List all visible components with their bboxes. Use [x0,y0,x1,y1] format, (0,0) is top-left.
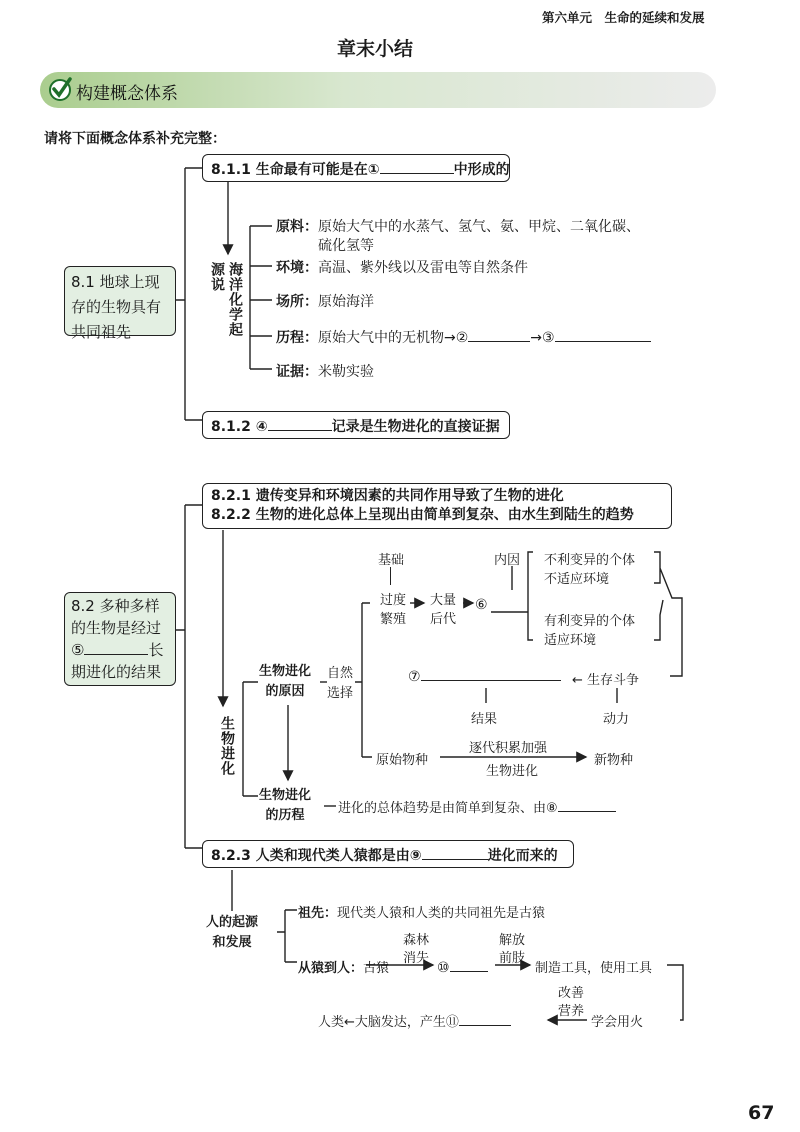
place-label: 场所： [276,294,318,310]
origin-line2: 和发展 [212,935,252,950]
human-origin-label [206,913,258,953]
blank-10 [437,957,488,976]
concept-8-2-line3 [71,639,169,661]
blank-7 [408,666,561,685]
process-label: 历程： [276,330,318,346]
unfavorable-variation [544,551,635,589]
box-8-1-1 [202,154,510,182]
improve-nutrition [558,985,584,1021]
result-label: 结果 [471,712,498,727]
favorable-variation [544,612,635,650]
ancient-ape: 古猿 [363,961,390,976]
selection-line2: 选择 [327,686,354,701]
evolution-vertical-label: 生物进化 [219,716,235,776]
driving-force-label: 动力 [603,712,630,727]
concept-8-1-text: 8.1 地球上现存的生物具有共同祖先 [71,273,162,341]
new-species: 新物种 [594,753,634,768]
trend-sentence: 进化的总体趋势是由简单到复杂、由⑧ [338,801,558,816]
env-text: 高温、紫外线以及雷电等自然条件 [318,260,528,276]
liberate-line2: 前肢 [499,951,526,966]
instruction-text: 请将下面概念体系补充完整： [44,131,226,147]
place-row [276,291,374,311]
origin-line1: 人的起源 [206,915,259,930]
concept-8-2-line4: 期进化的结果 [71,663,162,681]
box-8-2-1-text: 8.2.1 遗传变异和环境因素的共同作用导致了生物的进化 [211,488,564,504]
evolution-history-label [259,786,311,826]
blank-6: ⑥ [475,597,488,613]
concept-8-2-blank-5: ⑤ [71,641,85,659]
history-line2: 的历程 [265,808,305,823]
ape-to-human-row [298,957,389,976]
fav-line1: 有利变异的个体 [544,614,636,629]
history-line1: 生物进化 [259,788,312,803]
overbreed-line1: 过度 [380,593,407,608]
human-brain-text: 人类←大脑发达，产生⑪ [318,1015,459,1030]
selection-line1: 自然 [327,666,354,681]
raw-text: 原始大气中的水蒸气、氢气、氨、甲烷、二氧化碳、 [318,219,640,235]
evidence-label: 证据： [276,364,318,380]
raw-materials-row [276,216,640,236]
cause-line2: 的原因 [265,684,305,699]
banner-label: 构建概念体系 [76,84,178,104]
blank-7-number: ⑦ [408,669,421,685]
box-8-1-2 [202,411,510,439]
liberate-line1: 解放 [499,933,526,948]
blank-10-number: ⑩ [437,960,450,976]
evolution-under-arrow: 生物进化 [486,764,539,779]
internal-cause-label: 内因 [494,553,521,568]
box-8-2-3-prefix: 8.2.3 人类和现代类人猿都是由⑨ [211,848,422,864]
ancestor-row [298,902,545,921]
free-forelimbs [499,932,525,968]
ape-to-human-label: 从猿到人： [298,961,364,976]
raw-text-continued: 硫化氢等 [318,238,374,254]
unfav-line2: 不适应环境 [544,572,610,587]
offspring-line2: 后代 [430,612,457,627]
box-8-2-3-suffix: 进化而来的 [487,848,558,864]
box-8-1-2-prefix: 8.1.2 ④ [211,419,268,435]
concept-8-2-line1: 8.2 多种多样 [71,597,160,615]
accumulation-label: 逐代积累加强 [469,741,548,756]
raw-label: 原料： [276,219,318,235]
cause-line1: 生物进化 [259,664,312,679]
hypothesis-label: 海洋化学起源说 [209,262,243,337]
trend-text [338,797,616,816]
box-8-2-1-8-2-2 [202,483,672,529]
offspring-label [430,591,456,629]
concept-box-8-1 [64,266,176,341]
env-label: 环境： [276,260,318,276]
process-step-3: →③ [530,330,555,346]
box-8-1-2-suffix: 记录是生物进化的直接证据 [331,419,500,435]
unit-header: 第六单元 生命的延续和发展 [542,10,705,25]
overbreed-line2: 繁殖 [380,612,407,627]
natural-selection-label [327,664,353,704]
concept-box-8-2 [64,592,176,686]
environment-row [276,257,528,277]
tool-making: 制造工具，使用工具 [535,961,653,976]
unfav-line1: 不利变异的个体 [544,553,636,568]
page-title: 章末小结 [337,38,414,60]
forest-line1: 森林 [403,933,430,948]
ancestor-label: 祖先： [298,906,338,921]
process-row [276,327,651,347]
box-8-1-1-suffix: 中形成的 [453,162,510,178]
original-species: 原始物种 [376,753,429,768]
evidence-row [276,361,374,381]
human-brain-row [318,1011,511,1030]
fav-line2: 适应环境 [544,633,597,648]
concept-8-2-line2: 的生物是经过 [71,619,162,637]
basis-label: 基础 [378,553,405,568]
process-text: 原始大气中的无机物→② [318,330,469,346]
improve-line2: 营养 [558,1004,585,1019]
overbreeding-label [380,591,406,629]
use-fire: 学会用火 [591,1015,644,1030]
evolution-cause-label [259,662,311,702]
survival-struggle: ← 生存斗争 [572,673,640,688]
forest-disappear [403,932,429,968]
evidence-text: 米勒实验 [318,364,374,380]
forest-line2: 消失 [403,951,430,966]
box-8-2-3 [202,840,574,868]
box-8-1-1-prefix: 8.1.1 生命最有可能是在① [211,162,380,178]
offspring-line1: 大量 [430,593,457,608]
place-text: 原始海洋 [318,294,374,310]
concept-8-2-line3-suffix: 长 [148,641,164,659]
box-8-2-2-text: 8.2.2 生物的进化总体上呈现出由简单到复杂、由水生到陆生的趋势 [211,507,634,523]
improve-line1: 改善 [558,986,585,1001]
ancestor-text: 现代类人猿和人类的共同祖先是古猿 [337,906,546,921]
page-number: 67 [748,1102,775,1124]
